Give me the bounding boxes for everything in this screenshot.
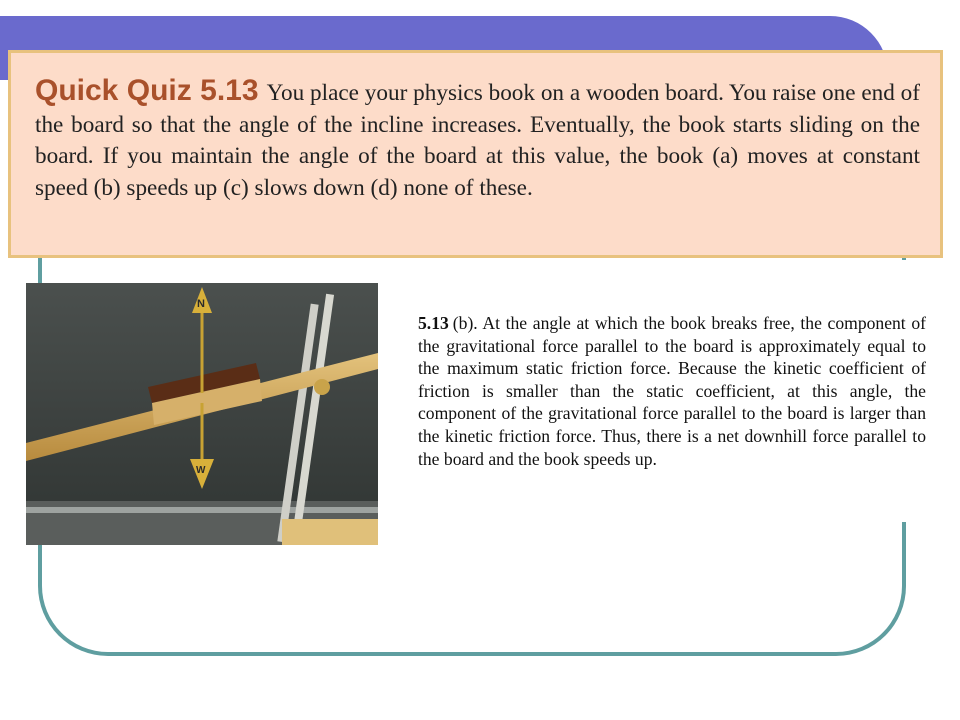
- incline-photo: [26, 283, 378, 545]
- quiz-paragraph: [35, 75, 920, 204]
- stand-base: [282, 519, 378, 545]
- arrow-label-w: W: [196, 465, 206, 476]
- metal-rail: [26, 507, 378, 513]
- quiz-title: Quick Quiz 5.13: [35, 74, 259, 107]
- quick-quiz-box: [8, 50, 943, 258]
- answer-label: 5.13: [418, 313, 449, 333]
- answer-text: (b). At the angle at which the book breaks free, the component of the gravitational force parallel to the board is approximately equal to the maximum static friction force. Because the kinetic coefficient of friction is smaller than the static coefficient, at this angle, the component of the gravitational force parallel to the board is larger than the kinetic friction force. Thus, there is a net downhill force parallel to the board and the book speeds up.: [418, 313, 926, 469]
- incline-photo-drawing: [26, 283, 378, 545]
- answer-paragraph: [418, 312, 926, 470]
- arrow-label-n: N: [197, 298, 205, 310]
- quiz-question: You place your physics book on a wooden board. You raise one end of the board so that the angle of the incline increases. Eventually, the book starts sliding on the board. If you maintain the angle of the board at this value, the book (a) moves at constant speed (b) speeds up (c) slows down (d) none of these.: [35, 80, 921, 201]
- pulley: [314, 379, 330, 395]
